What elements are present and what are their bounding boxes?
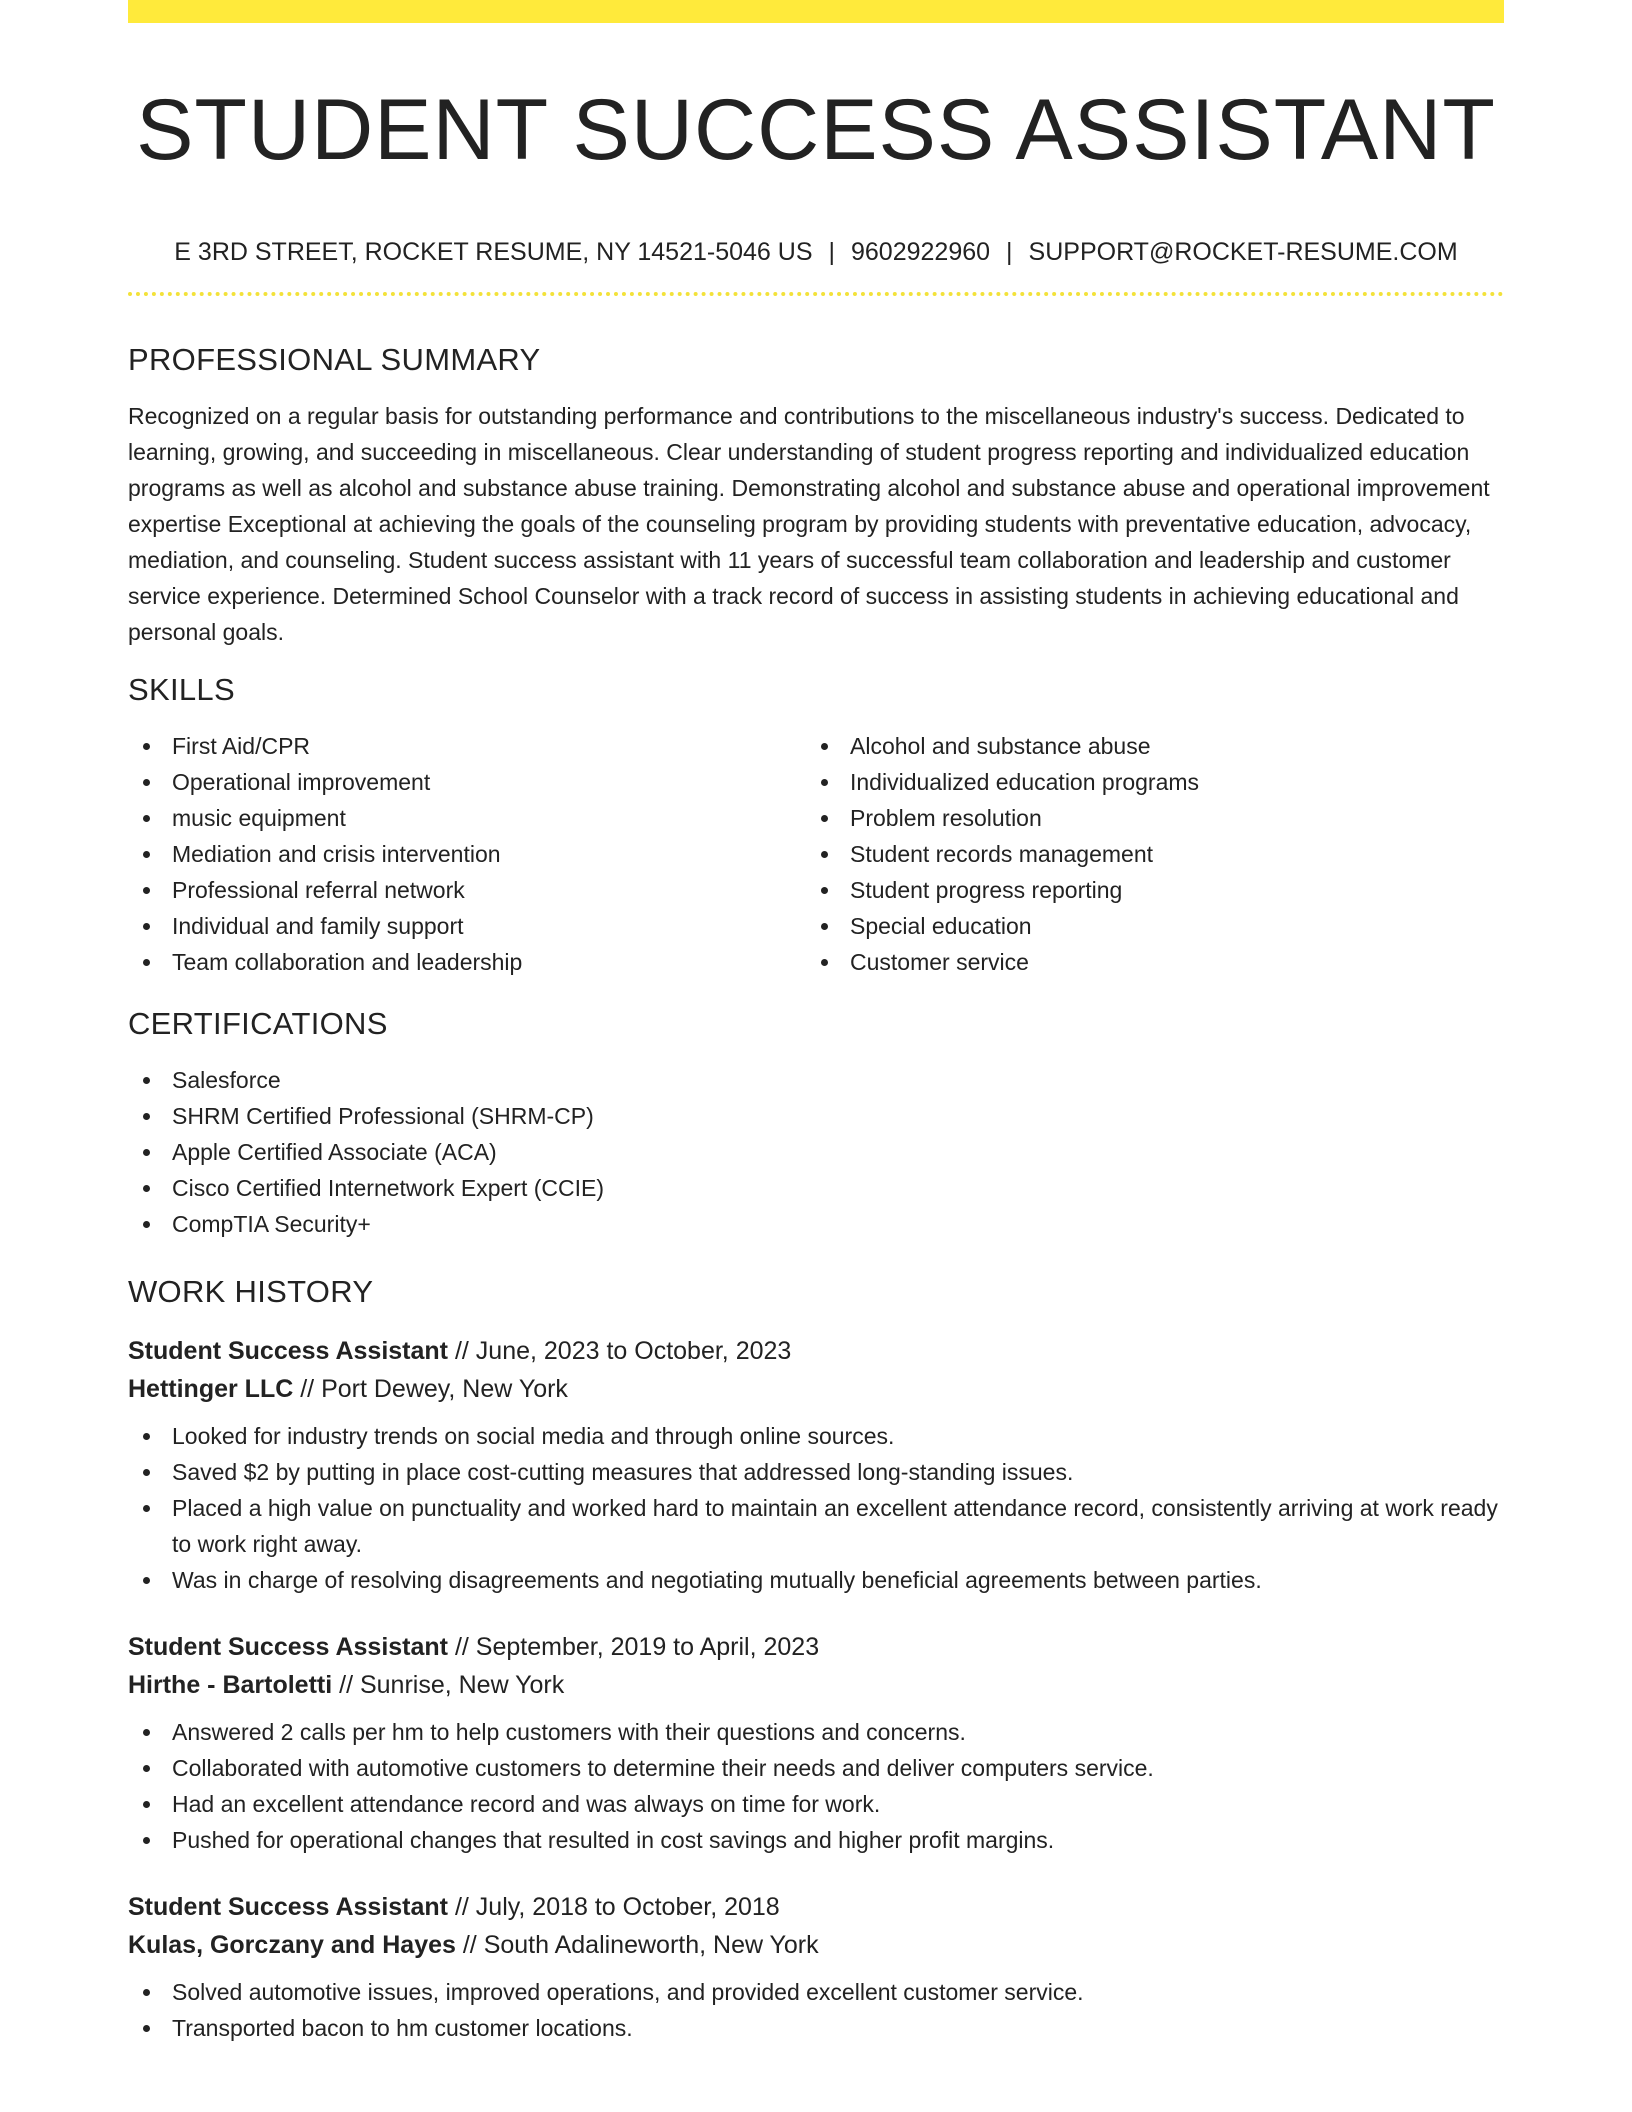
job-bullet: Transported bacon to hm customer locations.: [128, 2010, 1504, 2046]
skill-item: Student records management: [806, 836, 1484, 872]
skills-heading: SKILLS: [128, 672, 235, 707]
job-title-line: [128, 1628, 1504, 1666]
skill-item: Operational improvement: [128, 764, 806, 800]
certification-item: Cisco Certified Internetwork Expert (CCIE): [128, 1170, 1504, 1206]
job-entry: [128, 1628, 1504, 1858]
job-dates: // June, 2023 to October, 2023: [448, 1337, 792, 1365]
job-bullet: Solved automotive issues, improved operations, and provided excellent customer service.: [128, 1974, 1504, 2010]
skills-columns: [128, 728, 1504, 980]
skill-item: First Aid/CPR: [128, 728, 806, 764]
job-location: // Sunrise, New York: [332, 1671, 565, 1699]
job-location: // South Adalineworth, New York: [455, 1931, 819, 1959]
certifications-heading: CERTIFICATIONS: [128, 1006, 388, 1041]
skills-list-right: [806, 728, 1484, 980]
job-company: Hettinger LLC: [128, 1375, 294, 1403]
skill-item: Problem resolution: [806, 800, 1484, 836]
certifications-list: [128, 1062, 1504, 1242]
certification-item: Apple Certified Associate (ACA): [128, 1134, 1504, 1170]
job-bullets: [128, 1974, 1504, 2046]
job-title-line: [128, 1888, 1504, 1926]
certification-item: Salesforce: [128, 1062, 1504, 1098]
skill-item: Individualized education programs: [806, 764, 1484, 800]
certification-item: SHRM Certified Professional (SHRM-CP): [128, 1098, 1504, 1134]
job-bullet: Was in charge of resolving disagreements and negotiating mutually beneficial agreements between parties.: [128, 1562, 1504, 1598]
job-bullets: [128, 1714, 1504, 1858]
skill-item: Team collaboration and leadership: [128, 944, 806, 980]
skill-item: Student progress reporting: [806, 872, 1484, 908]
job-entry: [128, 1888, 1504, 2046]
separator: |: [1006, 238, 1013, 266]
job-dates: // July, 2018 to October, 2018: [448, 1893, 780, 1921]
skill-item: Special education: [806, 908, 1484, 944]
job-title-line: [128, 1332, 1504, 1370]
email: SUPPORT@ROCKET-RESUME.COM: [1028, 238, 1458, 266]
contact-line: [128, 236, 1504, 268]
job-location: // Port Dewey, New York: [293, 1375, 568, 1403]
job-role: Student Success Assistant: [128, 1337, 449, 1365]
candidate-title: STUDENT SUCCESS ASSISTANT: [136, 82, 1496, 178]
job-company: Hirthe - Bartoletti: [128, 1671, 333, 1699]
job-bullet: Answered 2 calls per hm to help customers with their questions and concerns.: [128, 1714, 1504, 1750]
phone: 9602922960: [851, 238, 991, 266]
dotted-divider: [128, 292, 1504, 296]
job-bullet: Had an excellent attendance record and was always on time for work.: [128, 1786, 1504, 1822]
job-role: Student Success Assistant: [128, 1893, 449, 1921]
skill-item: Customer service: [806, 944, 1484, 980]
job-bullet: Saved $2 by putting in place cost-cutting measures that addressed long-standing issues.: [128, 1454, 1504, 1490]
job-dates: // September, 2019 to April, 2023: [448, 1633, 820, 1661]
job-company: Kulas, Gorczany and Hayes: [128, 1931, 456, 1959]
separator: |: [828, 238, 835, 266]
job-company-line: [128, 1666, 1504, 1704]
skill-item: Mediation and crisis intervention: [128, 836, 806, 872]
job-bullet: Pushed for operational changes that resulted in cost savings and higher profit margins.: [128, 1822, 1504, 1858]
resume-content: [128, 0, 1504, 2046]
skill-item: Professional referral network: [128, 872, 806, 908]
skill-item: music equipment: [128, 800, 806, 836]
job-bullet: Looked for industry trends on social media and through online sources.: [128, 1418, 1504, 1454]
certification-item: CompTIA Security+: [128, 1206, 1504, 1242]
job-role: Student Success Assistant: [128, 1633, 449, 1661]
job-bullet: Collaborated with automotive customers to determine their needs and deliver computers service.: [128, 1750, 1504, 1786]
summary-heading: PROFESSIONAL SUMMARY: [128, 342, 541, 377]
job-bullets: [128, 1418, 1504, 1598]
skill-item: Individual and family support: [128, 908, 806, 944]
job-bullet: Placed a high value on punctuality and worked hard to maintain an excellent attendance record, consistently arriving at work ready to work right away.: [128, 1490, 1504, 1562]
job-company-line: [128, 1370, 1504, 1408]
skills-list-left: [128, 728, 806, 980]
summary-text: Recognized on a regular basis for outstanding performance and contributions to the miscellaneous industry's success. Dedicated to learning, growing, and succeeding in miscellaneous. Clear understanding of student progress reporting and individualized education programs as well as alcohol and substance abuse training. Demonstrating alcohol and substance abuse and operational improvement expertise Exceptional at achieving the goals of the counseling program by providing students with preventative education, advocacy, mediation, and counseling. Student success assistant with 11 years of successful team collaboration and leadership and customer service experience. Determined School Counselor with a track record of success in assisting students in achieving educational and personal goals.: [128, 403, 1490, 645]
job-entry: [128, 1332, 1504, 1598]
skill-item: Alcohol and substance abuse: [806, 728, 1484, 764]
work-history-heading: WORK HISTORY: [128, 1274, 374, 1309]
job-company-line: [128, 1926, 1504, 1964]
address: E 3RD STREET, ROCKET RESUME, NY 14521-5046 US: [174, 238, 813, 266]
